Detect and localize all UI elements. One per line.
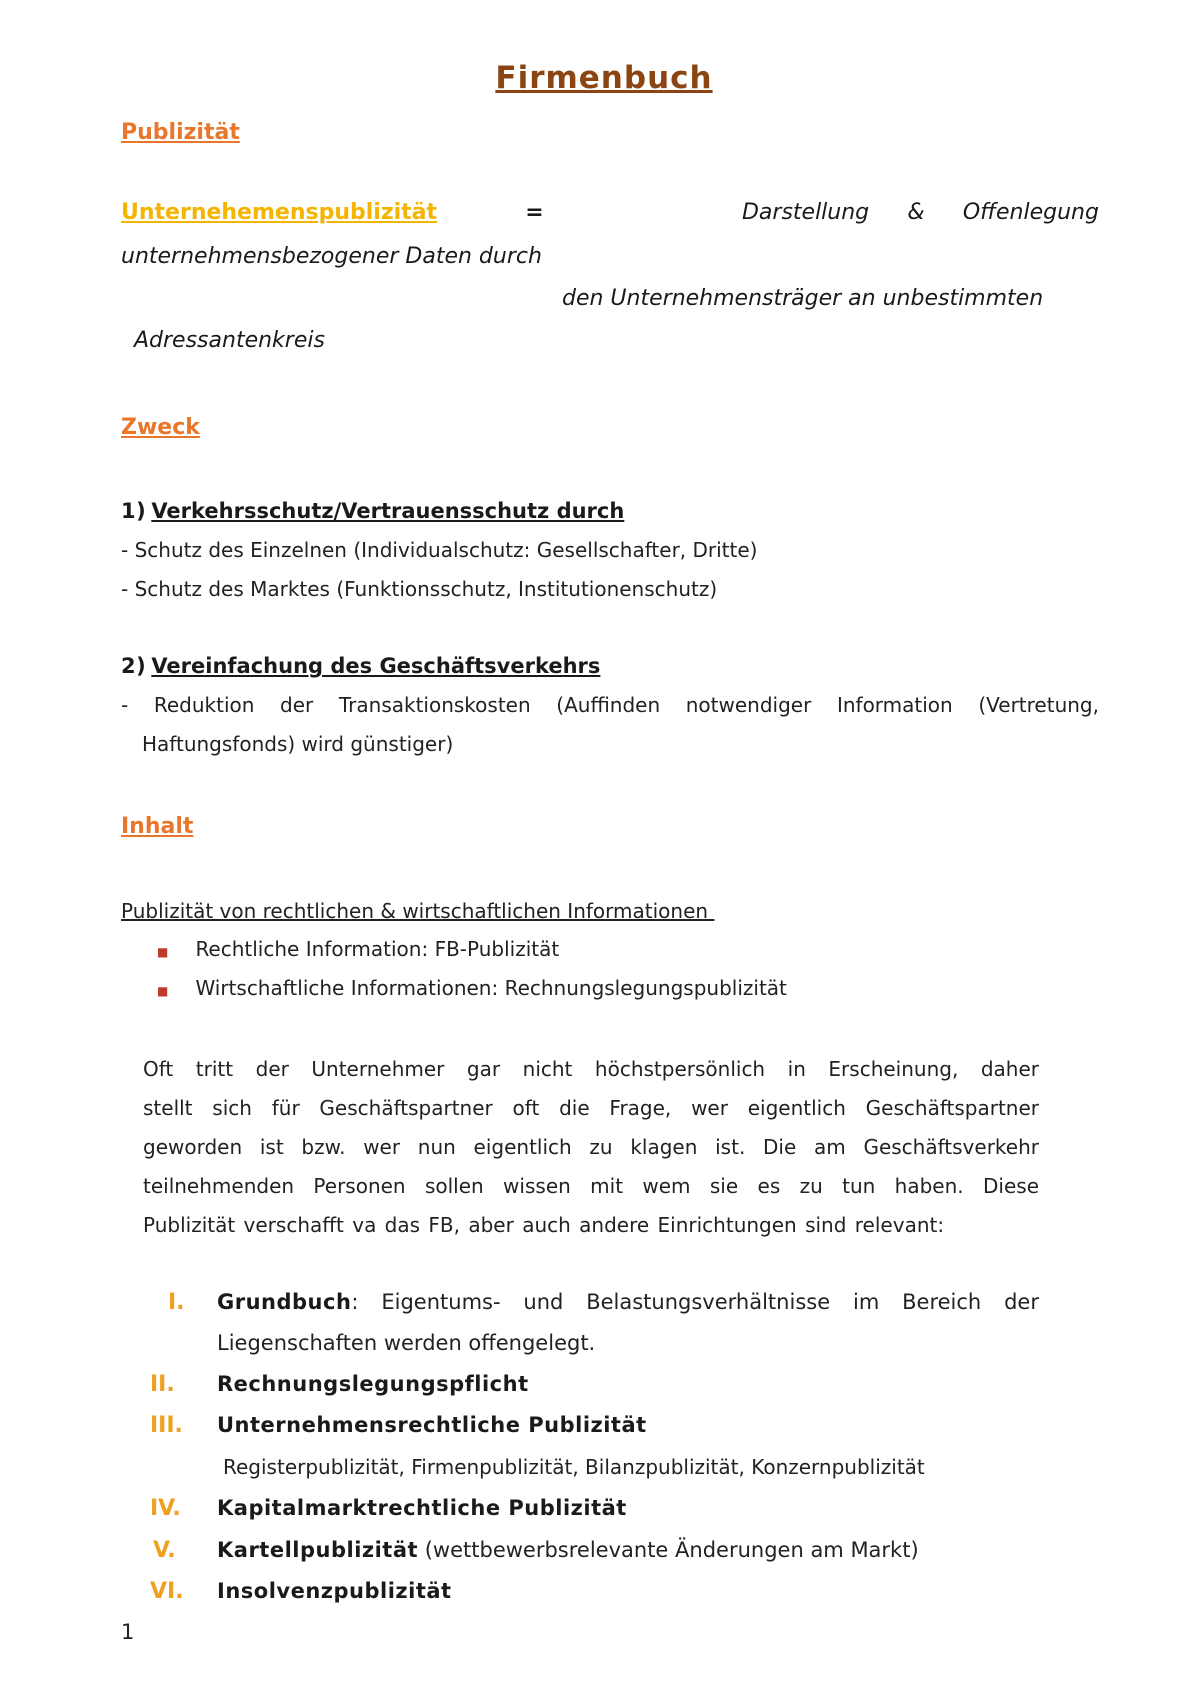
- inhalt-bullet-1: [157, 937, 559, 961]
- bullet-square-icon: ■: [157, 984, 169, 998]
- list-item-5-bold: Kartellpublizität: [217, 1538, 419, 1562]
- list-item-6-bold: Insolvenzpublizität: [217, 1579, 452, 1603]
- list-item-1-continuation: Liegenschaften werden offengelegt.: [217, 1331, 596, 1355]
- zweck-item-2-sub-1b: Haftungsfonds) wird günstiger): [142, 732, 454, 756]
- list-number: IV.: [150, 1496, 181, 1521]
- zweck-item-2-title: Vereinfachung des Geschäftsverkehrs: [151, 654, 601, 678]
- list-item-3-continuation: Registerpublizität, Firmenpublizität, Bilanzpublizität, Konzernpublizität: [223, 1455, 925, 1479]
- document-title: Firmenbuch: [495, 60, 713, 96]
- list-item-5-text: [217, 1538, 919, 1562]
- list-number: III.: [150, 1413, 183, 1438]
- zweck-item-2-sub-1: - Reduktion der Transaktionskosten (Auffinden notwendiger Information (Vertretung,: [121, 693, 1099, 717]
- list-item-3: [150, 1413, 183, 1438]
- list-item-5-rest: (wettbewerbsrelevante Änderungen am Markt): [418, 1538, 919, 1562]
- inhalt-bullet-2: [157, 976, 787, 1000]
- inhalt-bullet-2-text: Wirtschaftliche Informationen: Rechnungslegungspublizität: [195, 976, 787, 1000]
- bullet-square-icon: ■: [157, 945, 169, 959]
- definition-word-3: Offenlegung: [962, 200, 1099, 225]
- list-item-2: [150, 1372, 175, 1397]
- paragraph-line-3: geworden ist bzw. wer nun eigentlich zu klagen ist. Die am Geschäftsverkehr: [143, 1135, 1039, 1159]
- definition-line-1: [121, 200, 1099, 225]
- paragraph-line-2: stellt sich für Geschäftspartner oft die Frage, wer eigentlich Geschäftspartner: [143, 1096, 1039, 1120]
- list-number: V.: [153, 1538, 176, 1563]
- zweck-item-1-number: 1): [121, 499, 147, 523]
- zweck-item-1-sub-1: - Schutz des Einzelnen (Individualschutz: Gesellschafter, Dritte): [121, 538, 758, 562]
- definition-line-2: unternehmensbezogener Daten durch: [121, 244, 542, 269]
- list-item-1-bold: Grundbuch: [217, 1290, 352, 1314]
- heading-inhalt: Inhalt: [121, 814, 194, 839]
- heading-zweck: Zweck: [121, 415, 200, 440]
- paragraph-line-4: teilnehmenden Personen sollen wissen mit wem sie es zu tun haben. Diese: [143, 1174, 1039, 1198]
- definition-equals: =: [525, 200, 544, 225]
- list-item-5: [153, 1538, 176, 1563]
- list-number: I.: [168, 1290, 185, 1315]
- definition-line-3: den Unternehmensträger an unbestimmten: [562, 286, 1044, 311]
- list-number: II.: [150, 1372, 175, 1397]
- zweck-item-1-sub-2: - Schutz des Marktes (Funktionsschutz, Institutionenschutz): [121, 577, 718, 601]
- list-item-4-bold: Kapitalmarktrechtliche Publizität: [217, 1496, 627, 1520]
- zweck-item-1: [121, 499, 624, 523]
- paragraph-line-1: Oft tritt der Unternehmer gar nicht höchstpersönlich in Erscheinung, daher: [143, 1057, 1039, 1081]
- zweck-item-1-title: Verkehrsschutz/Vertrauensschutz durch: [151, 499, 625, 523]
- zweck-item-2-number: 2): [121, 654, 147, 678]
- heading-publizitaet: Publizität: [121, 120, 240, 145]
- list-item-2-bold: Rechnungslegungspflicht: [217, 1372, 529, 1396]
- definition-line-4: Adressantenkreis: [134, 328, 325, 353]
- paragraph-line-5: Publizität verschafft va das FB, aber auch andere Einrichtungen sind relevant:: [143, 1213, 945, 1237]
- page-number: 1: [121, 1620, 135, 1644]
- list-number: VI.: [150, 1579, 184, 1604]
- definition-word-1: Darstellung: [741, 200, 870, 225]
- inhalt-subheading: Publizität von rechtlichen & wirtschaftlichen Informationen: [121, 899, 715, 923]
- list-item-1-rest: : Eigentums- und Belastungsverhältnisse im Bereich der: [351, 1290, 1039, 1314]
- zweck-item-2: [121, 654, 600, 678]
- definition-term: Unternehemenspublizität: [121, 200, 438, 225]
- list-item-3-bold: Unternehmensrechtliche Publizität: [217, 1413, 647, 1437]
- inhalt-bullet-1-text: Rechtliche Information: FB-Publizität: [195, 937, 560, 961]
- list-item-4: [150, 1496, 181, 1521]
- definition-word-2: &: [907, 200, 925, 225]
- list-item-6: [150, 1579, 184, 1604]
